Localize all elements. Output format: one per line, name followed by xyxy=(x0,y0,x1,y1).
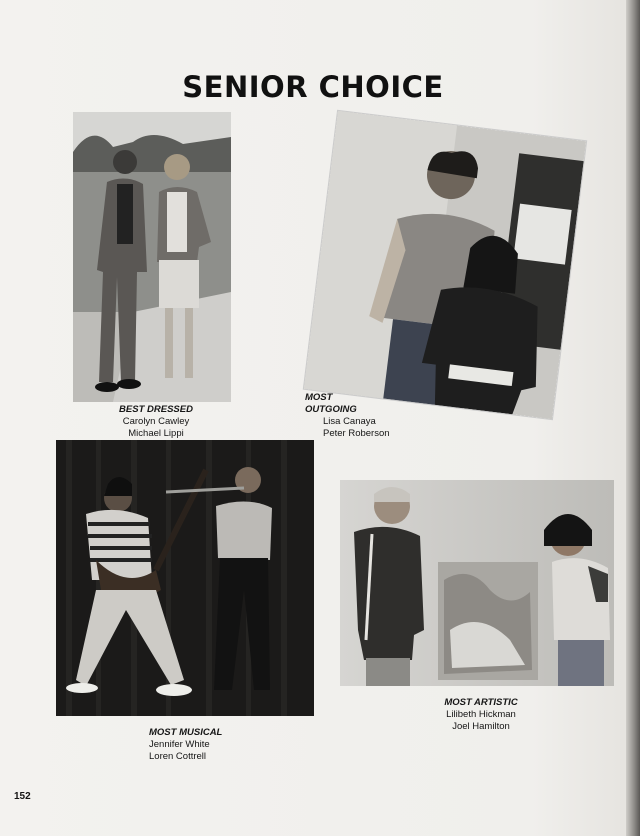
most-artistic-caption xyxy=(426,697,536,733)
award-title: MOST xyxy=(305,392,333,403)
award-title: MOST MUSICAL xyxy=(149,727,223,738)
honoree-name: Lisa Canaya xyxy=(323,416,376,427)
award-title: MOST ARTISTIC xyxy=(444,697,518,708)
most-outgoing-caption xyxy=(305,392,445,440)
page-title: SENIOR CHOICE xyxy=(182,70,444,104)
honoree-name: Loren Cottrell xyxy=(149,751,207,762)
honoree-name: Joel Hamilton xyxy=(452,721,510,732)
award-title: BEST DRESSED xyxy=(119,404,193,415)
honoree-name: Carolyn Cawley xyxy=(122,416,190,427)
page-number: 152 xyxy=(14,791,31,802)
honoree-name: Lilibeth Hickman xyxy=(446,709,516,720)
most-outgoing-photo xyxy=(304,111,586,419)
most-musical-caption xyxy=(149,727,269,763)
best-dressed-caption xyxy=(106,404,206,440)
most-artistic-photo xyxy=(340,480,614,686)
honoree-name: Jennifer White xyxy=(149,739,210,750)
best-dressed-photo xyxy=(73,112,231,402)
honoree-name: Michael Lippi xyxy=(128,428,184,439)
award-title: OUTGOING xyxy=(305,404,357,415)
book-spine xyxy=(626,0,640,836)
most-musical-photo xyxy=(56,440,314,716)
honoree-name: Peter Roberson xyxy=(323,428,390,439)
